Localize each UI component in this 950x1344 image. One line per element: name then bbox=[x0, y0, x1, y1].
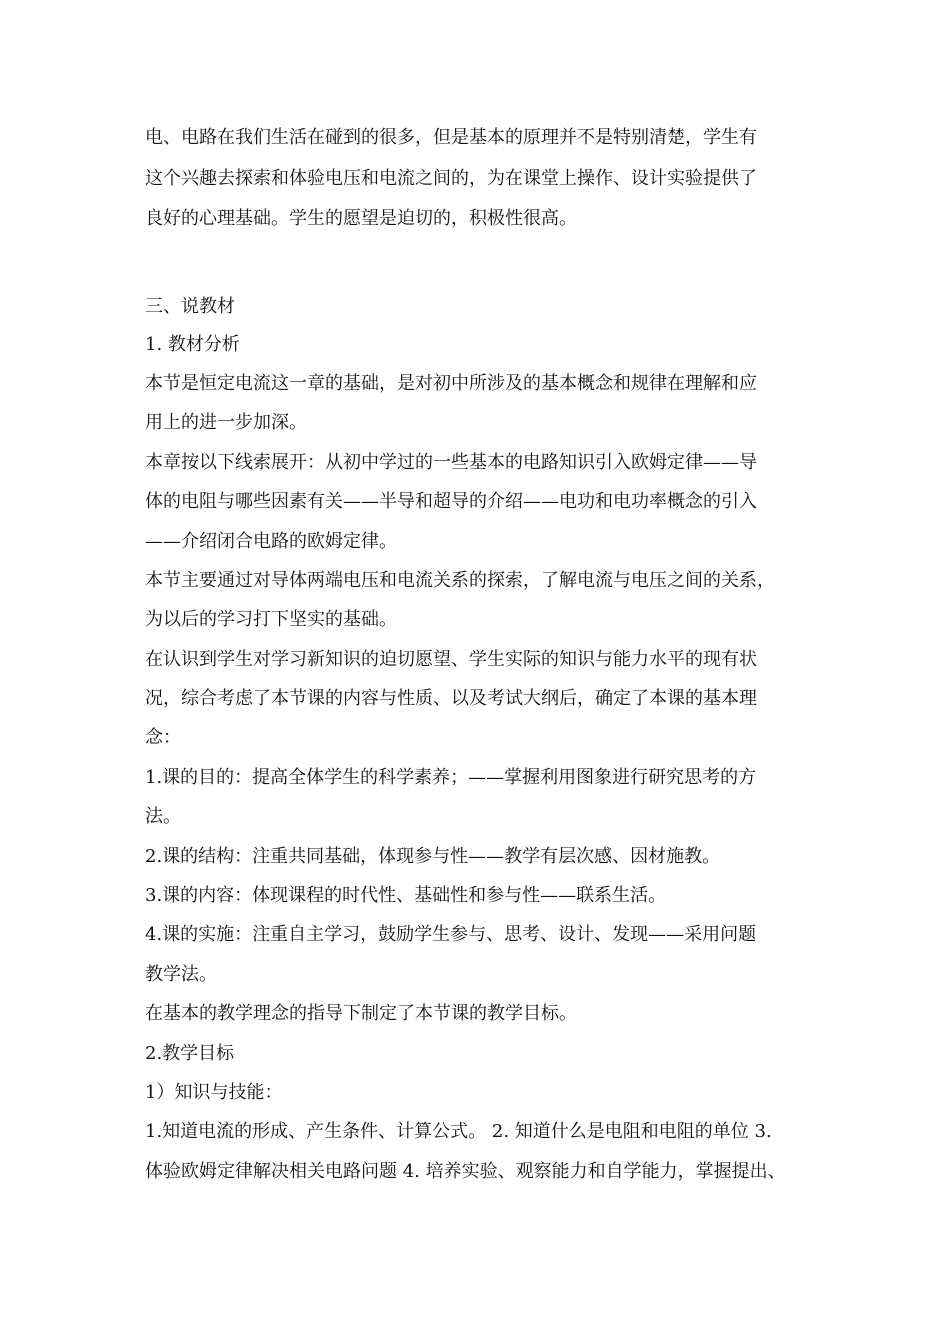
list-item-1-line-1: 1.课的目的：提高全体学生的科学素养；——掌握利用图象进行研究思考的方 bbox=[145, 767, 757, 788]
list-item-2: 2.课的结构：注重共同基础，体现参与性——教学有层次感、因材施教。 bbox=[145, 846, 721, 867]
list-item-4-line-2: 教学法。 bbox=[145, 964, 217, 985]
paragraph-line-13: 念： bbox=[145, 727, 181, 748]
paragraph-line-10: 为以后的学习打下坚实的基础。 bbox=[145, 609, 397, 630]
paragraph-line-12: 况，综合考虑了本节课的内容与性质、以及考试大纲后，确定了本课的基本理 bbox=[145, 688, 757, 709]
section-heading: 三、说教材 bbox=[145, 296, 235, 317]
subsection-heading: 1. 教材分析 bbox=[145, 334, 240, 355]
paragraph-line-3: 良好的心理基础。学生的愿望是迫切的，积极性很高。 bbox=[145, 208, 577, 229]
paragraph-line-11: 在认识到学生对学习新知识的迫切愿望、学生实际的知识与能力水平的现有状 bbox=[145, 649, 757, 670]
subsection-heading-2: 2.教学目标 bbox=[145, 1043, 235, 1064]
list-item-3: 3.课的内容：体现课程的时代性、基础性和参与性——联系生活。 bbox=[145, 885, 667, 906]
paragraph-line-7: 体的电阻与哪些因素有关——半导和超导的介绍——电功和电功率概念的引入 bbox=[145, 491, 757, 512]
paragraph-line-16: 体验欧姆定律解决相关电路问题 4. 培养实验、观察能力和自学能力，掌握提出、 bbox=[145, 1161, 786, 1182]
list-item-1-line-2: 法。 bbox=[145, 806, 181, 827]
paragraph-line-8: ——介绍闭合电路的欧姆定律。 bbox=[145, 531, 397, 552]
paragraph-line-5: 用上的进一步加深。 bbox=[145, 412, 307, 433]
paragraph-line-9: 本节主要通过对导体两端电压和电流关系的探索，了解电流与电压之间的关系， bbox=[145, 570, 775, 591]
sub-heading-knowledge-skills: 1）知识与技能： bbox=[145, 1082, 283, 1103]
paragraph-line-2: 这个兴趣去探索和体验电压和电流之间的，为在课堂上操作、设计实验提供了 bbox=[145, 168, 757, 189]
paragraph-line-4: 本节是恒定电流这一章的基础，是对初中所涉及的基本概念和规律在理解和应 bbox=[145, 373, 757, 394]
paragraph-line-1: 电、电路在我们生活在碰到的很多，但是基本的原理并不是特别清楚，学生有 bbox=[145, 127, 757, 148]
paragraph-line-15: 1.知道电流的形成、产生条件、计算公式。 2. 知道什么是电阻和电阻的单位 3. bbox=[145, 1121, 772, 1142]
paragraph-line-14: 在基本的教学理念的指导下制定了本节课的教学目标。 bbox=[145, 1003, 577, 1024]
paragraph-line-6: 本章按以下线索展开：从初中学过的一些基本的电路知识引入欧姆定律——导 bbox=[145, 452, 757, 473]
list-item-4-line-1: 4.课的实施：注重自主学习，鼓励学生参与、思考、设计、发现——采用问题 bbox=[145, 924, 757, 945]
